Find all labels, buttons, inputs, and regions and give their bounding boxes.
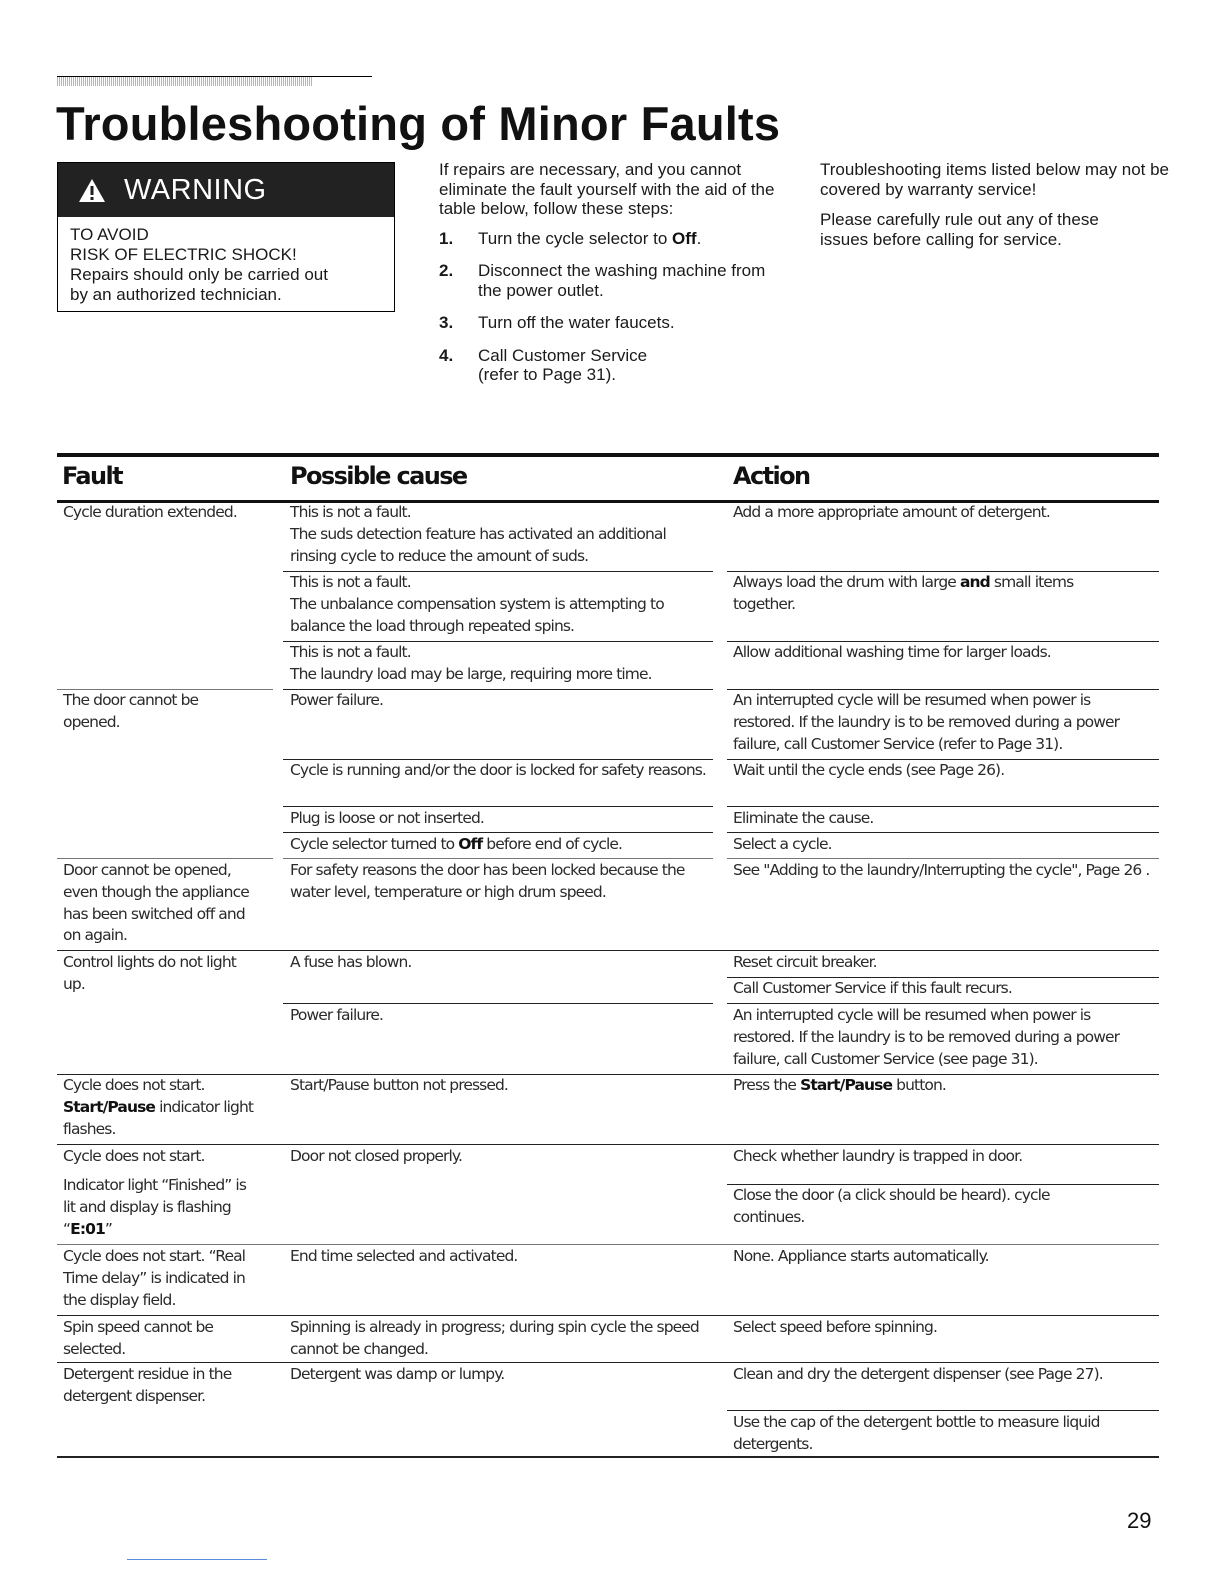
action-cell: Use the cap of the detergent bottle to measure liquid detergents. <box>733 1413 1100 1453</box>
cause-cell: For safety reasons the door has been locked because the water level, temperature or high drum speed. <box>290 861 685 901</box>
step-text: Disconnect the washing machine from the power outlet. <box>478 261 766 300</box>
row-divider <box>727 977 1159 978</box>
page-number: 29 <box>1127 1508 1152 1533</box>
row-divider <box>57 1362 1159 1363</box>
row-divider <box>727 759 1159 760</box>
row-divider <box>283 689 713 690</box>
row-divider <box>57 1244 1159 1245</box>
cause-cell: Start/Pause button not pressed. <box>290 1076 508 1094</box>
row-divider <box>283 571 713 572</box>
action-cell: Reset circuit breaker. <box>733 953 877 971</box>
action-cell: Call Customer Service if this fault recurs. <box>733 979 1012 997</box>
row-divider <box>727 832 1159 833</box>
fault-cell: Cycle does not start. “Real Time delay” is indicated in the display field. <box>63 1247 246 1309</box>
row-divider <box>727 689 1159 690</box>
step-item <box>439 229 779 249</box>
action-cell: Clean and dry the detergent dispenser (see Page 27). <box>733 1365 1103 1383</box>
action-cell: Eliminate the cause. <box>733 809 874 827</box>
action-cell: Allow additional washing time for larger loads. <box>733 643 1051 661</box>
step-text: Turn off the water faucets. <box>478 313 675 332</box>
cause-cell: End time selected and activated. <box>290 1247 518 1265</box>
cause-cell: Spinning is already in progress; during spin cycle the speed cannot be changed. <box>290 1318 699 1358</box>
row-divider <box>727 806 1159 807</box>
row-divider <box>727 1003 1159 1004</box>
step-number: 4. <box>439 345 454 365</box>
action-cell: Check whether laundry is trapped in door. <box>733 1147 1023 1165</box>
action-cell: None. Appliance starts automatically. <box>733 1247 989 1265</box>
cause-cell: Detergent was damp or lumpy. <box>290 1365 505 1383</box>
footer-mark <box>127 1559 267 1560</box>
warning-line: RISK OF ELECTRIC SHOCK! <box>70 245 297 264</box>
row-divider <box>283 641 713 642</box>
cause-cell: This is not a fault. The suds detection feature has activated an additional rinsing cycle to reduce the amount of suds. <box>290 503 666 565</box>
step-text: Turn the cycle selector to Off. <box>478 228 702 248</box>
warning-text <box>58 217 394 305</box>
fault-cell: Cycle does not start. Start/Pause indicator light flashes. <box>63 1076 254 1138</box>
step-text: Call Customer Service (refer to Page 31). <box>478 345 648 384</box>
fault-cell: Cycle duration extended. <box>63 503 237 521</box>
intro-text: If repairs are necessary, and you cannot eliminate the fault yourself with the aid of the table below, follow these steps: <box>439 160 775 218</box>
row-divider <box>57 1315 1159 1316</box>
fault-cell: Detergent residue in the detergent dispenser. <box>63 1365 232 1405</box>
warranty-note: Please carefully rule out any of these issues before calling for service. <box>820 210 1099 249</box>
row-divider <box>57 1074 1159 1075</box>
row-divider <box>283 806 713 807</box>
cause-cell: This is not a fault. The unbalance compensation system is attempting to balance the load through repeated spins. <box>290 573 664 635</box>
warning-line: Repairs should only be carried out <box>70 265 328 284</box>
action-cell: Add a more appropriate amount of detergent. <box>733 503 1050 521</box>
fault-cell: Door cannot be opened, even though the appliance has been switched off and on again. <box>63 861 249 945</box>
row-divider <box>727 858 1159 859</box>
fault-column-header: Fault <box>62 462 122 490</box>
action-column-header: Action <box>733 462 810 490</box>
row-divider <box>283 858 713 859</box>
step-number: 2. <box>439 261 454 280</box>
action-cell: Select speed before spinning. <box>733 1318 937 1336</box>
action-cell: An interrupted cycle will be resumed when power is restored. If the laundry is to be removed during a power failure, call Customer Service (see page 31). <box>733 1006 1120 1068</box>
cause-cell: Cycle is running and/or the door is locked for safety reasons. <box>290 761 706 779</box>
step-number: 1. <box>439 228 454 248</box>
action-cell: Wait until the cycle ends (see Page 26). <box>733 761 1005 779</box>
header-pattern <box>57 77 313 86</box>
action-cell: Press the Start/Pause button. <box>733 1076 946 1094</box>
warranty-notes <box>820 160 1170 260</box>
warning-box <box>57 162 395 312</box>
step-item <box>439 261 779 300</box>
cause-cell: Cycle selector turned to Off before end of cycle. <box>290 835 623 853</box>
fault-cell: Control lights do not light up. <box>63 953 236 993</box>
row-divider <box>57 1144 1159 1145</box>
fault-cell: Spin speed cannot be selected. <box>63 1318 214 1358</box>
page-title: Troubleshooting of Minor Faults <box>56 97 781 150</box>
steps-list <box>439 229 779 385</box>
row-divider <box>727 571 1159 572</box>
cause-cell: Door not closed properly. <box>290 1147 462 1165</box>
cause-cell: This is not a fault. The laundry load may be large, requiring more time. <box>290 643 652 683</box>
table-top-rule <box>57 453 1159 457</box>
cause-cell: Power failure. <box>290 1006 384 1024</box>
action-cell: Close the door (a click should be heard). cycle continues. <box>733 1186 1050 1226</box>
warning-line: TO AVOID <box>70 225 149 244</box>
row-divider <box>283 832 713 833</box>
row-divider <box>727 641 1159 642</box>
fault-cell: Indicator light “Finished” is lit and display is flashing “E:01” <box>63 1176 246 1238</box>
row-divider <box>283 759 713 760</box>
warning-line: by an authorized technician. <box>70 285 282 304</box>
cause-column-header: Possible cause <box>290 462 467 490</box>
action-cell: An interrupted cycle will be resumed when power is restored. If the laundry is to be removed during a power failure, call Customer Service (refer to Page 31). <box>733 691 1120 753</box>
action-cell: Always load the drum with large and small items together. <box>733 573 1074 613</box>
cause-cell: Power failure. <box>290 691 384 709</box>
row-divider <box>727 1410 1159 1411</box>
table-bottom-rule <box>57 1456 1159 1458</box>
action-cell: Select a cycle. <box>733 835 832 853</box>
repair-steps-section <box>439 160 779 398</box>
cause-cell: Plug is loose or not inserted. <box>290 809 484 827</box>
warning-header <box>58 163 394 217</box>
fault-cell: Cycle does not start. <box>63 1147 205 1165</box>
step-item <box>439 313 779 333</box>
row-divider <box>57 950 1159 951</box>
row-divider <box>283 1003 713 1004</box>
action-cell: See "Adding to the laundry/Interrupting the cycle", Page 26 . <box>733 861 1150 879</box>
row-divider <box>57 858 273 859</box>
warranty-note: Troubleshooting items listed below may not be covered by warranty service! <box>820 160 1169 199</box>
row-divider <box>57 689 273 690</box>
step-item <box>439 346 779 385</box>
warning-triangle-icon <box>78 178 124 203</box>
step-number: 3. <box>439 313 454 332</box>
cause-cell: A fuse has blown. <box>290 953 412 971</box>
warning-heading: WARNING <box>124 173 267 206</box>
row-divider <box>727 1184 1159 1185</box>
fault-cell: The door cannot be opened. <box>63 691 199 731</box>
